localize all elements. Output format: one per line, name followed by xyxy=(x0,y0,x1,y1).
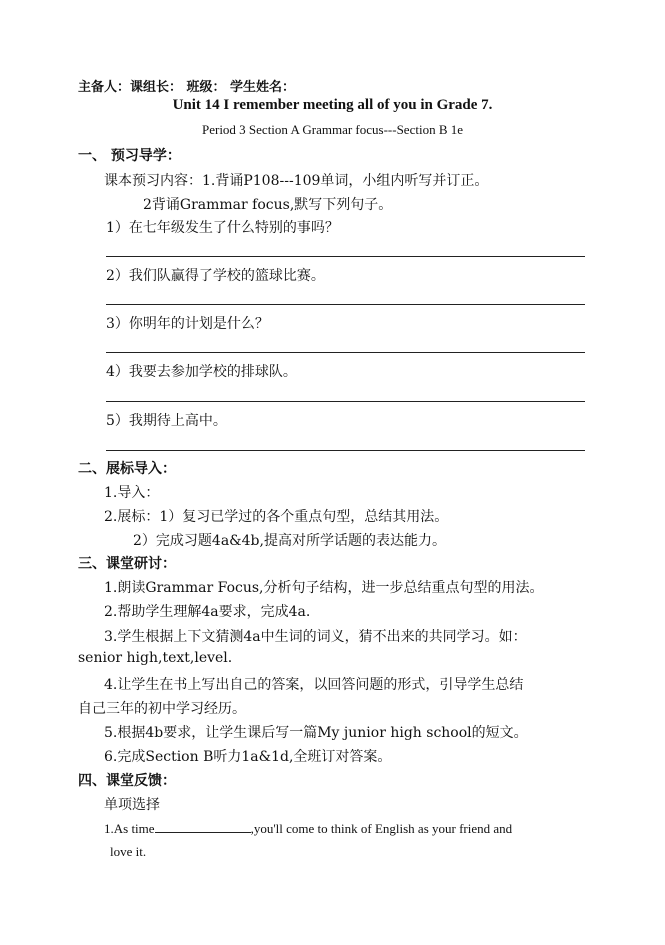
header-info: 主备人：课组长： 班级： 学生姓名： xyxy=(78,80,296,95)
prompt-4: 4）我要去参加学校的排球队。 xyxy=(106,364,297,380)
recite-instruction: 2背诵Grammar focus,默写下列句子。 xyxy=(143,197,393,213)
step-3b: senior high,text,level. xyxy=(78,650,233,666)
answer-line-1 xyxy=(106,256,585,257)
answer-line-4 xyxy=(106,401,585,402)
question-1-end: ,you'll come to think of English as your friend and xyxy=(250,821,513,836)
prompt-1: 1）在七年级发生了什么特别的事吗？ xyxy=(106,220,339,236)
objective-line-1: 2.展标：1）复习已学过的各个重点句型，总结其用法。 xyxy=(104,509,449,525)
section-2-title: 二、展标导入： xyxy=(78,461,176,477)
answer-line-3 xyxy=(106,352,585,353)
objective-line-2: 2）完成习题4a&4b,提高对所学话题的表达能力。 xyxy=(133,533,446,549)
preview-content: 课本预习内容：1.背诵P108---109单词，小组内听写并订正。 xyxy=(104,173,489,189)
step-1: 1.朗读Grammar Focus,分析句子结构，进一步总结重点句型的用法。 xyxy=(104,580,544,596)
prompt-2: 2）我们队赢得了学校的篮球比赛。 xyxy=(106,268,325,284)
page-title: Unit 14 I remember meeting all of you in Grade 7. xyxy=(172,97,493,113)
question-1-start: 1.As time xyxy=(104,821,155,836)
section-1-title: 一、 预习导学： xyxy=(78,148,181,164)
intro-line: 1.导入： xyxy=(104,485,160,501)
prompt-3: 3）你明年的计划是什么？ xyxy=(106,316,269,332)
question-1-blank[interactable] xyxy=(155,820,251,833)
step-2: 2.帮助学生理解4a要求，完成4a. xyxy=(104,604,311,620)
section-4-title: 四、课堂反馈： xyxy=(78,773,176,789)
page-subtitle: Period 3 Section A Grammar focus---Section B 1e xyxy=(201,122,464,137)
step-5: 5.根据4b要求，让学生课后写一篇My junior high school的短文。 xyxy=(104,725,528,741)
question-1-line-1 xyxy=(104,820,512,837)
step-4b: 自己三年的初中学习经历。 xyxy=(78,701,246,717)
answer-line-5 xyxy=(106,450,585,451)
section-3-title: 三、课堂研讨： xyxy=(78,556,176,572)
single-choice-label: 单项选择 xyxy=(104,797,160,813)
step-4a: 4.让学生在书上写出自己的答案，以回答问题的形式，引导学生总结 xyxy=(104,677,524,693)
step-6: 6.完成Section B听力1a&1d,全班订对答案。 xyxy=(104,749,392,765)
prompt-5: 5）我期待上高中。 xyxy=(106,413,227,429)
question-1-line-2: love it. xyxy=(110,844,147,859)
step-3a: 3.学生根据上下文猜测4a中生词的词义，猜不出来的共同学习。如： xyxy=(104,629,527,645)
answer-line-2 xyxy=(106,304,585,305)
